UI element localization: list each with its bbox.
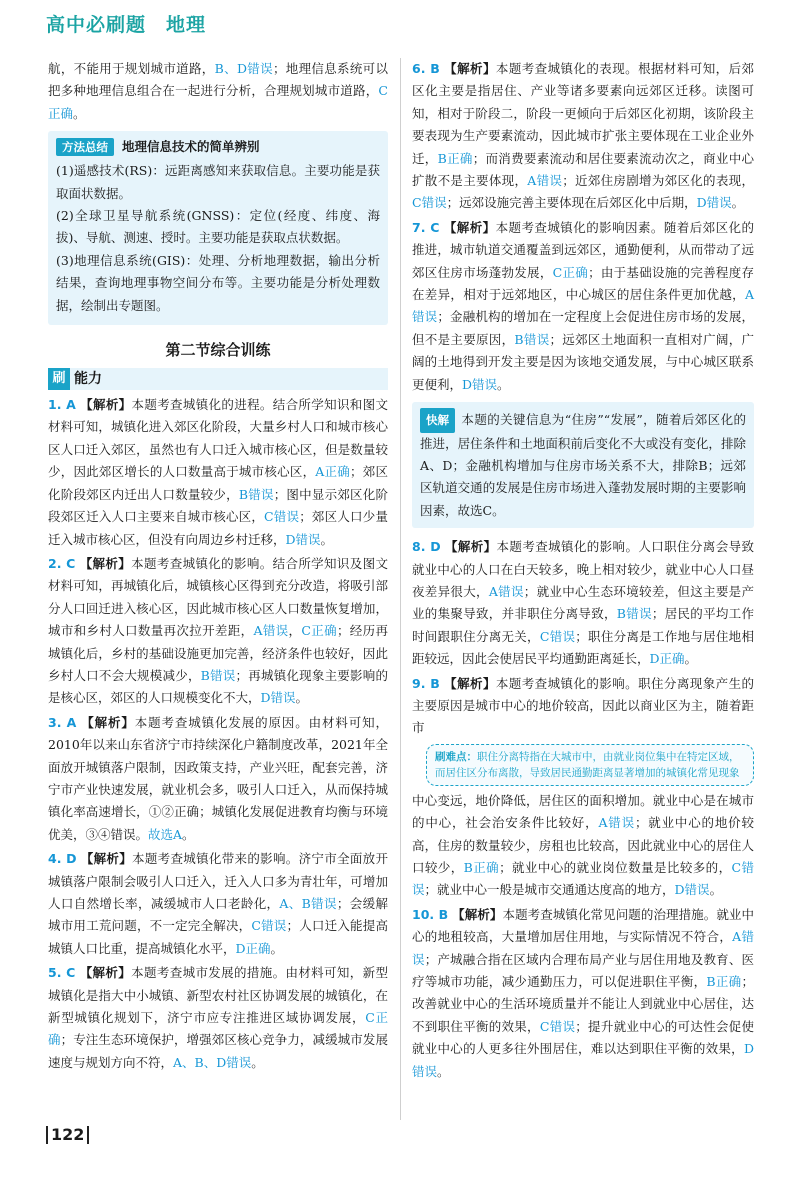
- brush-icon: 刷: [48, 368, 70, 390]
- difficulty-note-text: 职住分离特指在大城市中，由就业岗位集中在特定区域，而居住区分布离散，导致居民通勤距离显著增加的城镇化常见现象: [435, 750, 740, 779]
- question-answer: 5. C 【解析】本题考查城市发展的措施。由材料可知，新型城镇化是指大中小城镇、新型农村社区协调发展的城镇化，在新型城镇化规划下，济宁市应专注推进区域协调发展，C正确；专注生态环境保护，增强郊区核心竞争力，减缓城市发展速度与规划方向不符，A、B、D错误。: [48, 965, 388, 1070]
- difficulty-note: [426, 744, 754, 786]
- analysis-tag: 【解析】: [80, 851, 133, 867]
- question-number: 3. A: [48, 714, 77, 730]
- section-title: 第二节综合训练: [165, 341, 271, 360]
- quick-solution-badge: 快解: [420, 408, 455, 432]
- question-answer-cont: 中心变远，地价降低，居住区的面积增加。就业中心是在城市的中心，社会治安条件比较好，A错误；就业中心的地价较高，住房的数量较少，房租也比较高，因此就业中心的居住人口较少，B正确；就业中心的就业岗位数量是比较多的，C错误；就业中心一般是城市交通通达度高的地方，D错误。: [412, 792, 754, 898]
- analysis-tag: 【解析】: [444, 539, 497, 555]
- question-answer: 6. B 【解析】本题考查城镇化的表现。根据材料可知，后郊区化主要是指居住、产业等诸多要素向远郊区迁移。读图可知，相对于阶段二，阶段一更倾向于后郊区化初期，该阶段主要表现为生产要素流动，因此城市扩张主要体现在工业企业外迁，B正确；而消费要素流动和居住要素流动次之，商业中心扩散不是主要体现，A错误；近郊住房剧增为郊区化的表现，C错误；远郊设施完善主要体现在后郊区化中后期，D错误。: [412, 61, 754, 211]
- quick-solution-text: 本题的关键信息为“住房”“发展”，随着后郊区化的推进，居住条件和土地面积前后变化不大或没有变化，排除A、D；金融机构增加与住房市场关系不大，排除B；远郊区轨道交通的发展是住房市场进入蓬勃发展时期的主要影响因素，故选C。: [420, 412, 746, 518]
- question-number: 5. C: [48, 965, 76, 981]
- question-number: 10. B: [412, 906, 449, 922]
- analysis-tag: 【解析】: [452, 906, 503, 922]
- question-answer: 10. B 【解析】本题考查城镇化常见问题的治理措施。就业中心的地租较高，大量增加居住用地，与实际情况不符合，A错误；产城融合指在区域内合理布局产业与居住用地及教育、医疗等城市功能，减少通勤压力，可以促进职住平衡，B正确；改善就业中心的生活环境质量并不能让人到就业中心居住，达不到职住平衡的效果，C错误；提升就业中心的可达性会促使就业中心的人更多往外围居住，难以达到职住平衡的效果，D错误。: [412, 906, 754, 1079]
- question-answer: 8. D 【解析】本题考查城镇化的影响。人口职住分离会导致就业中心的人口在白天较多，晚上相对较少，就业中心人口昼夜差异很大，A错误；就业中心生态环境较差，但这主要是产业的集聚导致，并非职住分离导致，B错误；居民的平均工作时间跟职住分离无关，C错误；职住分离是工作地与居住地相距较远，因此会使居民平均通勤距离延长，D正确。: [412, 539, 754, 667]
- question-answer: 1. A 【解析】本题考查城镇化的进程。结合所学知识和图文材料可知，城镇化进入郊区化阶段，大量乡村人口和城市核心区人口迁入郊区，虽然也有人口迁入城市核心区，但是数量较少，因此郊区增长的人口数量高于城市核心区，A正确；郊区化阶段郊区内迁出人口数量较少，B错误；图中显示郊区化阶段郊区迁入人口主要来自城市核心区，C错误；郊区人口少量迁入城市核心区，但没有向周边乡村迁移，D错误。: [48, 397, 388, 547]
- method-summary-badge: 方法总结: [56, 138, 114, 156]
- method-summary-title: 地理信息技术的简单辨别: [122, 139, 260, 155]
- level-bar: [48, 368, 388, 390]
- page-number: 122: [46, 1126, 89, 1144]
- analysis-tag: 【解析】: [79, 555, 132, 571]
- question-answer-head: 9. B 【解析】本题考查城镇化的影响。职住分离现象产生的主要原因是城市中心的地价较高，因此以商业区为主，随着距市: [412, 675, 754, 736]
- column-divider: [400, 58, 401, 1120]
- question-answer: 4. D 【解析】本题考查城镇化带来的影响。济宁市全面放开城镇落户限制会吸引人口迁入，迁入人口多为青壮年，可增加人口自然增长率，减缓城市人口老龄化，A、B错误；会缓解城市用工荒问题，不一定完全解决，C错误；人口迁入能提高城镇人口比重，提高城镇化水平，D正确。: [48, 851, 388, 956]
- question-number: 7. C: [412, 219, 440, 235]
- quick-solution-box: [412, 402, 754, 528]
- analysis-tag: 【解析】: [79, 965, 132, 981]
- method-summary-header: [56, 137, 380, 156]
- analysis-tag: 【解析】: [81, 714, 135, 730]
- analysis-tag: 【解析】: [443, 219, 496, 235]
- question-number: 2. C: [48, 555, 76, 571]
- question-answer: 3. A 【解析】本题考查城镇化发展的原因。由材料可知，2010年以来山东省济宁市持续深化户籍制度改革，2021年全面放开城镇落户限制，因政策支持，产业兴旺，配套完善，济宁市产业快速发展，就业机会多，吸引人口迁入，从而保持城镇化率高速增长，①②正确；城镇化发展促进教育均衡与环境优美，③④错误。故选A。: [48, 714, 388, 842]
- right-column: [412, 58, 754, 1085]
- method-item: (1)遥感技术(RS)：远距离感知来获取信息。主要功能是获取面状数据。: [56, 163, 380, 201]
- method-summary-box: [48, 131, 388, 325]
- question-number: 4. D: [48, 851, 77, 867]
- difficulty-note-label: 刷难点：: [435, 750, 477, 763]
- question-answer: 7. C 【解析】本题考查城镇化的影响因素。随着后郊区化的推进，城市轨道交通覆盖到远郊区，通勤便利，从而带动了远郊区住房市场蓬勃发展，C正确；由于基础设施的完善程度存在差异，相对于远郊地区，中心城区的居住条件更加优越，A错误；金融机构的增加在一定程度上会促进住房市场的发展，但不是主要原因，B错误；远郊区土地面积一直相对广阔，广阔的土地得到开发主要是因为该地交通发展，与中心城区联系更便利，D错误。: [412, 219, 754, 392]
- level-label: 能力: [74, 371, 102, 388]
- question-number: 1. A: [48, 397, 76, 413]
- method-item: (3)地理信息系统(GIS)：处理、分析地理数据，输出分析结果，查询地理事物空间分布等。主要功能是分析处理数据，绘制出专题图。: [56, 252, 380, 313]
- question-number: 8. D: [412, 539, 441, 555]
- left-column: [48, 58, 388, 1076]
- analysis-tag: 【解析】: [444, 61, 496, 76]
- continued-paragraph: 航，不能用于规划城市道路，B、D错误；地理信息系统可以把多种地理信息组合在一起进行分析，合理规划城市道路，C正确。: [48, 61, 388, 121]
- question-number: 6. B: [412, 61, 440, 76]
- analysis-tag: 【解析】: [80, 397, 132, 413]
- book-header: 高中必刷题 地理: [46, 14, 207, 36]
- method-item: (2)全球卫星导航系统(GNSS)：定位(经度、纬度、海拔)、导航、测速、授时。主要功能是获取点状数据。: [56, 208, 380, 246]
- question-answer: 2. C 【解析】本题考查城镇化的影响。结合所学知识及图文材料可知，再城镇化后，城镇核心区得到充分改造，将吸引部分人口回迁进入核心区，因此城市核心区人口数量恢复增加，城市和乡村人口数量再次拉开差距，A错误，C正确；经历再城镇化后，乡村的基础设施更加完善，经济条件也较好，因此乡村人口不会大规模减少，B错误；再城镇化现象主要影响的是核心区，郊区的人口规模变化不大，D错误。: [48, 555, 388, 706]
